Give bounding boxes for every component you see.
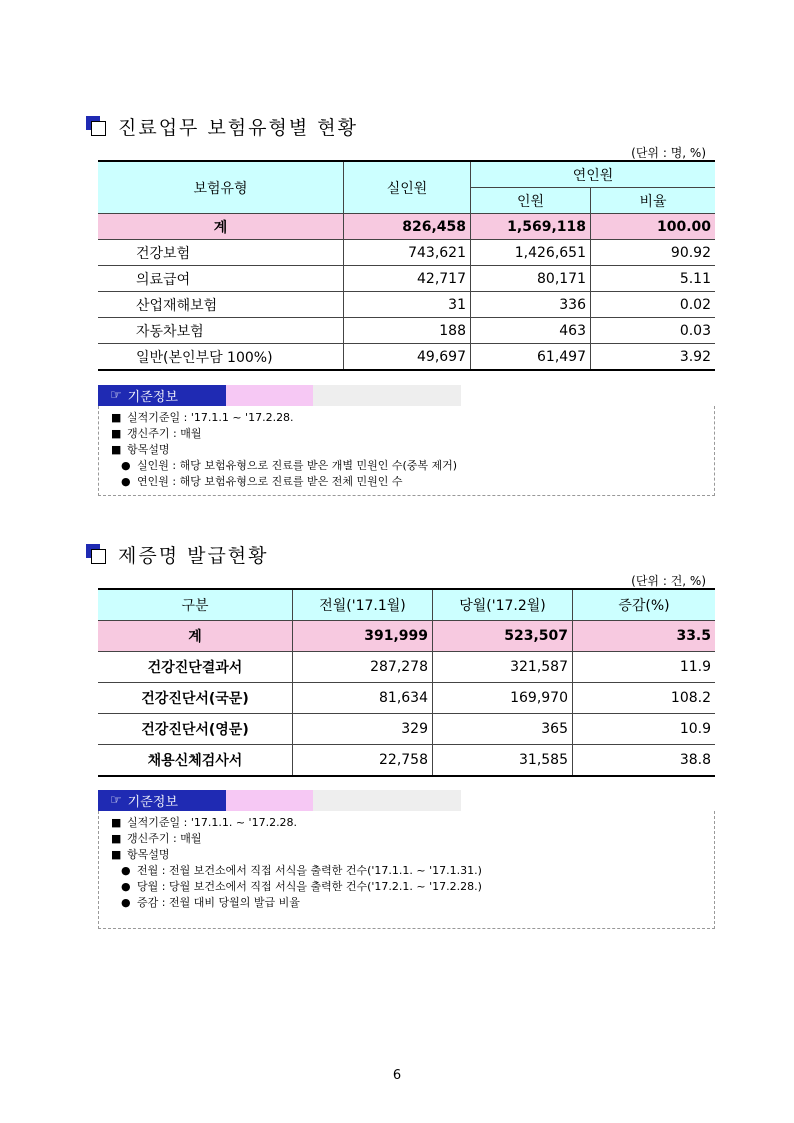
insurance-table xyxy=(98,160,715,371)
row-ratio: 5.11 xyxy=(591,266,716,292)
row-label: 의료급여 xyxy=(98,266,344,292)
info-line: ■ 갱신주기 : 매월 xyxy=(111,832,202,845)
info-line: ■ 항목설명 xyxy=(111,443,170,456)
info-subline: ● 전월 : 전월 보건소에서 직접 서식을 출력한 건수('17.1.1. ~ '17.1.31.) xyxy=(121,864,482,877)
total-label: 계 xyxy=(98,621,293,652)
table-row xyxy=(98,714,715,745)
total-real: 826,458 xyxy=(344,214,471,240)
row-change: 10.9 xyxy=(573,714,716,745)
total-label: 계 xyxy=(98,214,344,240)
row-people: 463 xyxy=(471,318,591,344)
total-ratio: 100.00 xyxy=(591,214,716,240)
header-people: 인원 xyxy=(471,188,591,214)
section1-info-box xyxy=(98,406,715,496)
row-people: 61,497 xyxy=(471,344,591,371)
table-row xyxy=(98,292,715,318)
header-prev-month: 전월('17.1월) xyxy=(293,589,433,621)
row-label: 채용신체검사서 xyxy=(98,745,293,777)
header-yearly-count: 연인원 xyxy=(471,161,716,188)
row-label: 건강진단서(영문) xyxy=(98,714,293,745)
row-change: 38.8 xyxy=(573,745,716,777)
section-square-icon xyxy=(86,116,106,136)
row-people: 336 xyxy=(471,292,591,318)
section2-info-box xyxy=(98,811,715,929)
row-curr: 365 xyxy=(433,714,573,745)
table-row xyxy=(98,318,715,344)
section1-title: 진료업무 보험유형별 현황 xyxy=(118,116,358,139)
row-prev: 22,758 xyxy=(293,745,433,777)
section-square-icon xyxy=(86,544,106,564)
row-label: 건강진단서(국문) xyxy=(98,683,293,714)
info-line: ■ 항목설명 xyxy=(111,848,170,861)
pointing-hand-icon: ☞ xyxy=(110,793,122,808)
header-curr-month: 당월('17.2월) xyxy=(433,589,573,621)
header-ratio: 비율 xyxy=(591,188,716,214)
header-kind: 구분 xyxy=(98,589,293,621)
section2-unit: (단위 : 건, %) xyxy=(631,574,706,588)
table-row-total xyxy=(98,214,715,240)
table-row xyxy=(98,652,715,683)
row-real: 49,697 xyxy=(344,344,471,371)
certificate-table xyxy=(98,588,715,777)
table-row xyxy=(98,745,715,777)
row-prev: 329 xyxy=(293,714,433,745)
row-people: 1,426,651 xyxy=(471,240,591,266)
row-label: 건강보험 xyxy=(98,240,344,266)
header-real-count: 실인원 xyxy=(344,161,471,214)
section1-heading xyxy=(86,114,358,138)
total-prev: 391,999 xyxy=(293,621,433,652)
info-subline: ● 증감 : 전월 대비 당월의 발급 비율 xyxy=(121,896,300,909)
info-line: ■ 실적기준일 : '17.1.1 ~ '17.2.28. xyxy=(111,411,294,424)
info-subline: ● 실인원 : 해당 보험유형으로 진료를 받은 개별 민원인 수(중복 제거) xyxy=(121,459,458,472)
table-row xyxy=(98,344,715,371)
table-row-total xyxy=(98,621,715,652)
row-real: 31 xyxy=(344,292,471,318)
row-ratio: 0.02 xyxy=(591,292,716,318)
section1-info-bar xyxy=(98,385,461,406)
info-subline: ● 당월 : 당월 보건소에서 직접 서식을 출력한 건수('17.2.1. ~ '17.2.28.) xyxy=(121,880,482,893)
row-people: 80,171 xyxy=(471,266,591,292)
info-bar-label: ☞ 기준정보 xyxy=(98,385,226,406)
row-change: 108.2 xyxy=(573,683,716,714)
section1-unit: (단위 : 명, %) xyxy=(631,146,706,160)
total-people: 1,569,118 xyxy=(471,214,591,240)
row-real: 188 xyxy=(344,318,471,344)
row-real: 42,717 xyxy=(344,266,471,292)
row-curr: 321,587 xyxy=(433,652,573,683)
info-subline: ● 연인원 : 해당 보험유형으로 진료를 받은 전체 민원인 수 xyxy=(121,475,403,488)
section2-heading xyxy=(86,542,269,566)
info-line: ■ 실적기준일 : '17.1.1. ~ '17.2.28. xyxy=(111,816,298,829)
info-bar-label: ☞ 기준정보 xyxy=(98,790,226,811)
row-prev: 81,634 xyxy=(293,683,433,714)
row-label: 산업재해보험 xyxy=(98,292,344,318)
row-ratio: 3.92 xyxy=(591,344,716,371)
info-line: ■ 갱신주기 : 매월 xyxy=(111,427,202,440)
table-row xyxy=(98,266,715,292)
row-change: 11.9 xyxy=(573,652,716,683)
row-prev: 287,278 xyxy=(293,652,433,683)
total-change: 33.5 xyxy=(573,621,716,652)
section2-info-bar xyxy=(98,790,461,811)
section2-title: 제증명 발급현황 xyxy=(118,544,269,567)
table-row xyxy=(98,240,715,266)
pointing-hand-icon: ☞ xyxy=(110,388,122,403)
row-curr: 169,970 xyxy=(433,683,573,714)
row-real: 743,621 xyxy=(344,240,471,266)
row-label: 자동차보험 xyxy=(98,318,344,344)
row-ratio: 0.03 xyxy=(591,318,716,344)
row-ratio: 90.92 xyxy=(591,240,716,266)
page-number: 6 xyxy=(392,1068,402,1083)
row-label: 일반(본인부담 100%) xyxy=(98,344,344,371)
header-change: 증감(%) xyxy=(573,589,716,621)
row-curr: 31,585 xyxy=(433,745,573,777)
total-curr: 523,507 xyxy=(433,621,573,652)
table-row xyxy=(98,683,715,714)
row-label: 건강진단결과서 xyxy=(98,652,293,683)
header-insurance-type: 보험유형 xyxy=(98,161,344,214)
